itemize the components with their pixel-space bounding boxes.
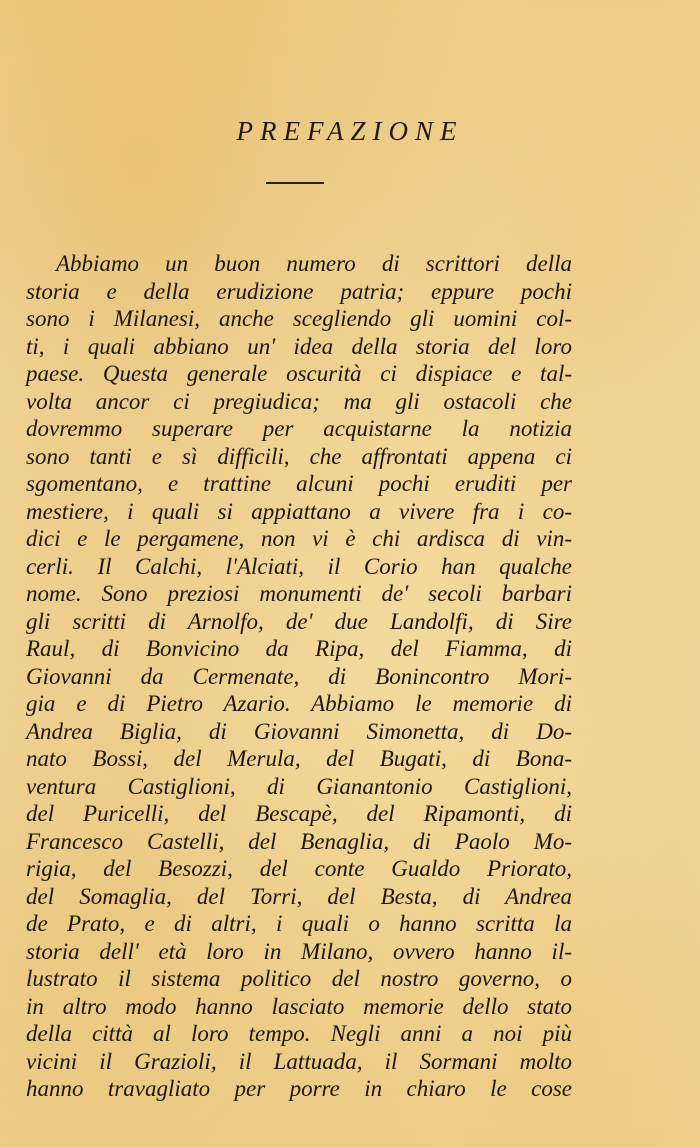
text-line: Raul, di Bonvicino da Ripa, del Fiamma, di (26, 636, 572, 661)
text-line: dovremmo superare per acquistarne la notizia (26, 416, 572, 441)
text-line: ventura Castiglioni, di Gianantonio Castiglioni, (26, 773, 572, 799)
text-line: volta ancor ci pregiudica; ma gli ostacoli che (26, 388, 572, 414)
text-line: lustrato il sistema politico del nostro governo, o (26, 966, 572, 991)
text-line: sono tanti e sì difficili, che affrontati appena ci (26, 443, 572, 469)
title-divider (266, 182, 324, 184)
text-line: ti, i quali abbiano un' idea della storia del loro (26, 333, 572, 359)
text-line: storia e della erudizione patria; eppure pochi (26, 278, 572, 304)
text-line: in altro modo hanno lasciato memorie dello stato (26, 993, 572, 1019)
text-line: del Somaglia, del Torri, del Besta, di Andrea (26, 883, 572, 909)
text-line: Abbiamo un buon numero di scrittori della (56, 251, 572, 276)
text-line: della città al loro tempo. Negli anni a noi più (26, 1021, 572, 1046)
text-line: de Prato, e di altri, i quali o hanno scritta la (26, 911, 572, 936)
text-line: rigia, del Besozzi, del conte Gualdo Priorato, (26, 856, 572, 881)
text-line: paese. Questa generale oscurità ci dispiace e tal- (26, 361, 572, 386)
text-line: sgomentano, e trattine alcuni pochi eruditi per (26, 471, 572, 496)
text-line: Giovanni da Cermenate, di Bonincontro Mori- (26, 663, 572, 689)
text-line: hanno travagliato per porre in chiaro le cose (26, 1076, 572, 1101)
text-line: dici e le pergamene, non vi è chi ardisca di vin- (26, 526, 572, 551)
text-line: mestiere, i quali si appiattano a vivere fra i co- (26, 498, 572, 524)
text-line: gia e di Pietro Azario. Abbiamo le memorie di (26, 691, 572, 716)
text-line: nato Bossi, del Merula, del Bugati, di Bona- (26, 746, 572, 771)
text-line: sono i Milanesi, anche scegliendo gli uomini col- (26, 306, 572, 331)
text-line: cerli. Il Calchi, l'Alciati, il Corio han qualche (26, 553, 572, 579)
text-line: Andrea Biglia, di Giovanni Simonetta, di Do- (26, 718, 572, 744)
text-line: nome. Sono preziosi monumenti de' secoli barbari (26, 581, 572, 606)
page-title: PREFAZIONE (236, 116, 464, 146)
text-line: Francesco Castelli, del Benaglia, di Paolo Mo- (26, 828, 572, 854)
text-line: vicini il Grazioli, il Lattuada, il Sormani molto (26, 1048, 572, 1074)
text-line: del Puricelli, del Bescapè, del Ripamonti, di (26, 801, 572, 826)
text-line: storia dell' età loro in Milano, ovvero hanno il- (26, 938, 572, 964)
text-line: gli scritti di Arnolfo, de' due Landolfi, di Sire (26, 608, 572, 634)
body-text (26, 250, 572, 1103)
